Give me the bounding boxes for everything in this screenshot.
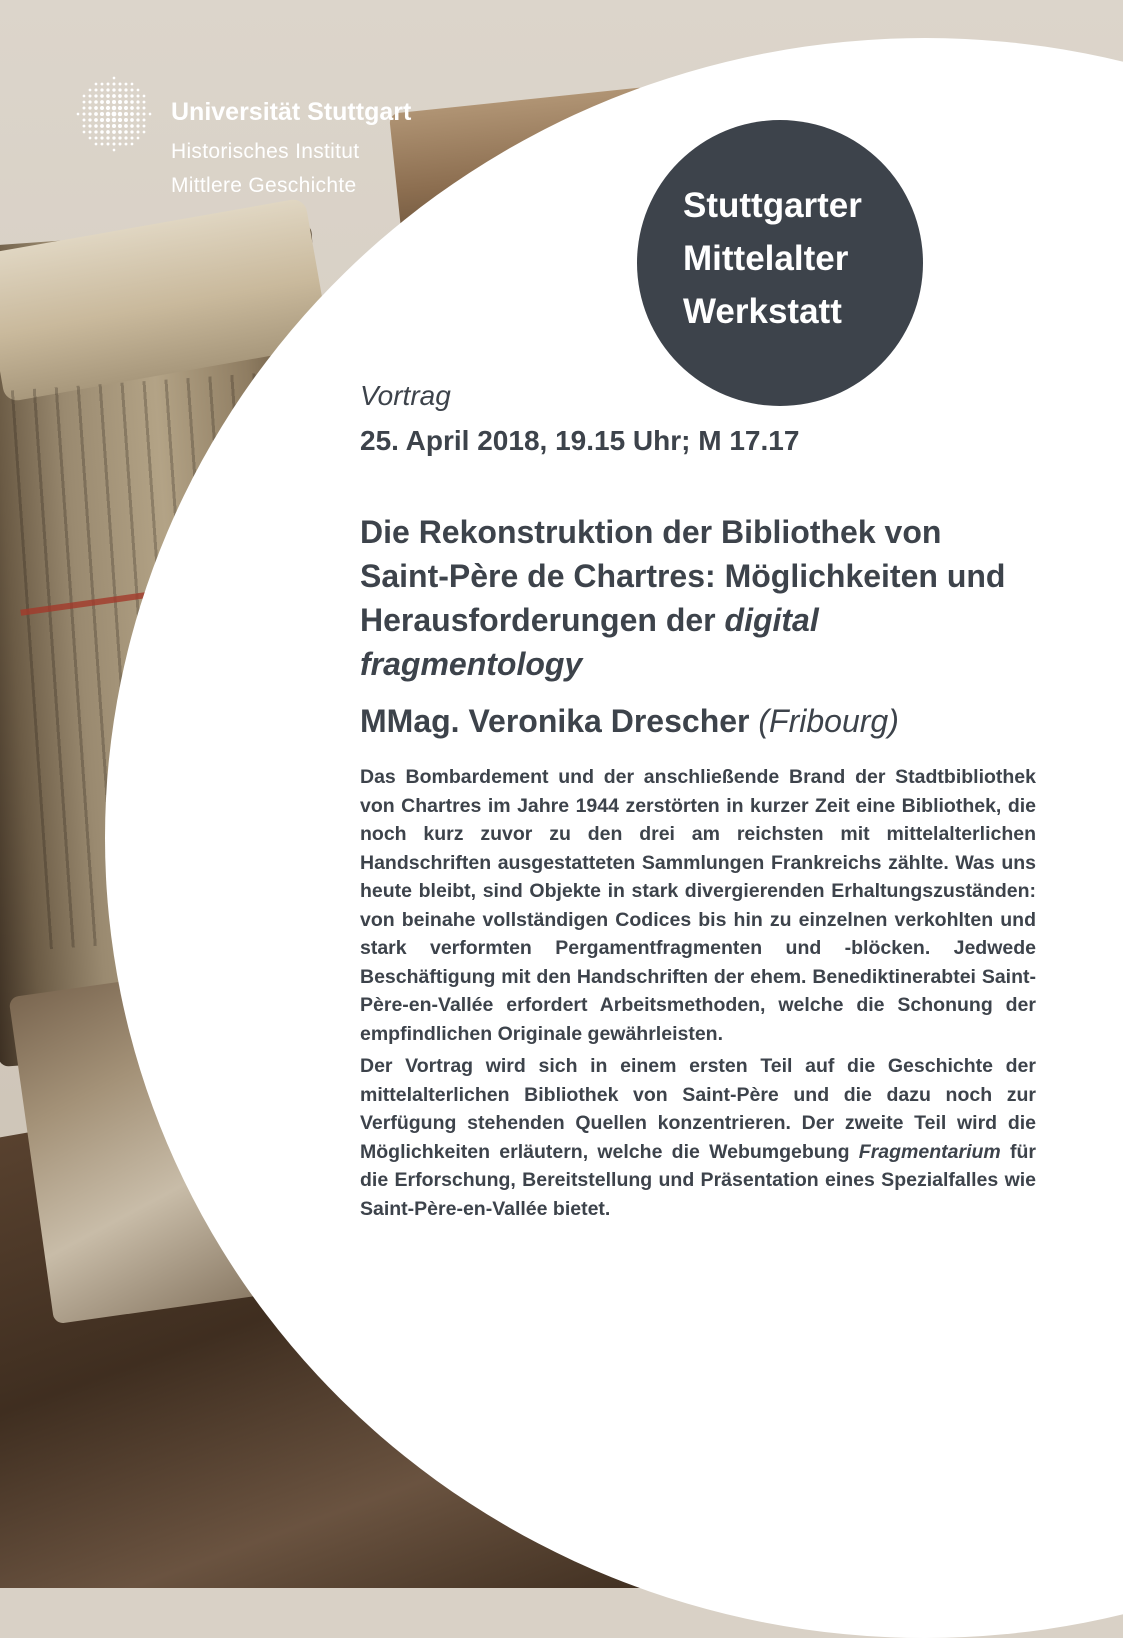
talk-title <box>360 510 1036 686</box>
event-type: Vortrag <box>360 380 451 411</box>
badge-line-2: Mittelalter <box>683 239 849 278</box>
university-name: Universität Stuttgart <box>171 98 412 126</box>
university-dot-logo-icon <box>76 76 152 152</box>
abstract-p2-before: Der Vortrag wird sich in einem ersten Teil auf die Geschichte der mittelalterlichen Bibliothek von Saint-Père und die dazu noch zur Verfügung stehenden Quellen konzentrieren. Der zweite Teil wird die Möglichkeiten erläutern, welche die Webumgebung <box>360 1055 1036 1163</box>
talk-title-italic: digital fragmentology <box>360 602 819 682</box>
speaker-affiliation: (Fribourg) <box>758 703 899 739</box>
talk-title-main: Die Rekonstruktion der Bibliothek von Saint-Père de Chartres: Möglichkeiten und Herausforderungen der <box>360 514 1006 638</box>
abstract-paragraph-2 <box>360 1052 1036 1223</box>
event-date: 25. April 2018, 19.15 Uhr; M 17.17 <box>360 425 800 456</box>
badge-line-3: Werkstatt <box>683 292 842 331</box>
badge-line-1: Stuttgarter <box>683 186 862 225</box>
speaker <box>360 703 1036 740</box>
speaker-name: MMag. Veronika Drescher <box>360 703 750 739</box>
institute-name: Historisches Institut <box>171 140 360 163</box>
series-badge <box>637 120 923 406</box>
abstract-p2-after: für die Erforschung, Bereitstellung und Präsentation eines Spezialfalles wie Saint-Père-en-Vallée bietet. <box>360 1140 1036 1220</box>
abstract-paragraph-1: Das Bombardement und der anschließende Brand der Stadtbibliothek von Chartres im Jahre 1944 zerstörten in kurzer Zeit eine Bibliothek, die noch kurz zuvor zu den drei am reichsten mit mittelalterlichen Handschriften ausgestatteten Sammlungen Frankreichs zählte. Was uns heute bleibt, sind Objekte in stark divergierenden Erhaltungszuständen: von beinahe vollständigen Codices bis hin zu einzelnen verkohlten und stark verformten Pergamentfragmenten und -blöcken. Jedwede Beschäftigung mit den Handschriften der ehem. Benediktinerabtei Saint-Père-en-Vallée erfordert Arbeitsmethoden, welche die Schonung der empfindlichen Originale gewährleisten. <box>360 766 1036 1045</box>
university-logo <box>76 76 436 206</box>
abstract-p2-italic: Fragmentarium <box>858 1140 1001 1163</box>
department-name: Mittlere Geschichte <box>171 174 357 197</box>
abstract <box>360 763 1036 1227</box>
